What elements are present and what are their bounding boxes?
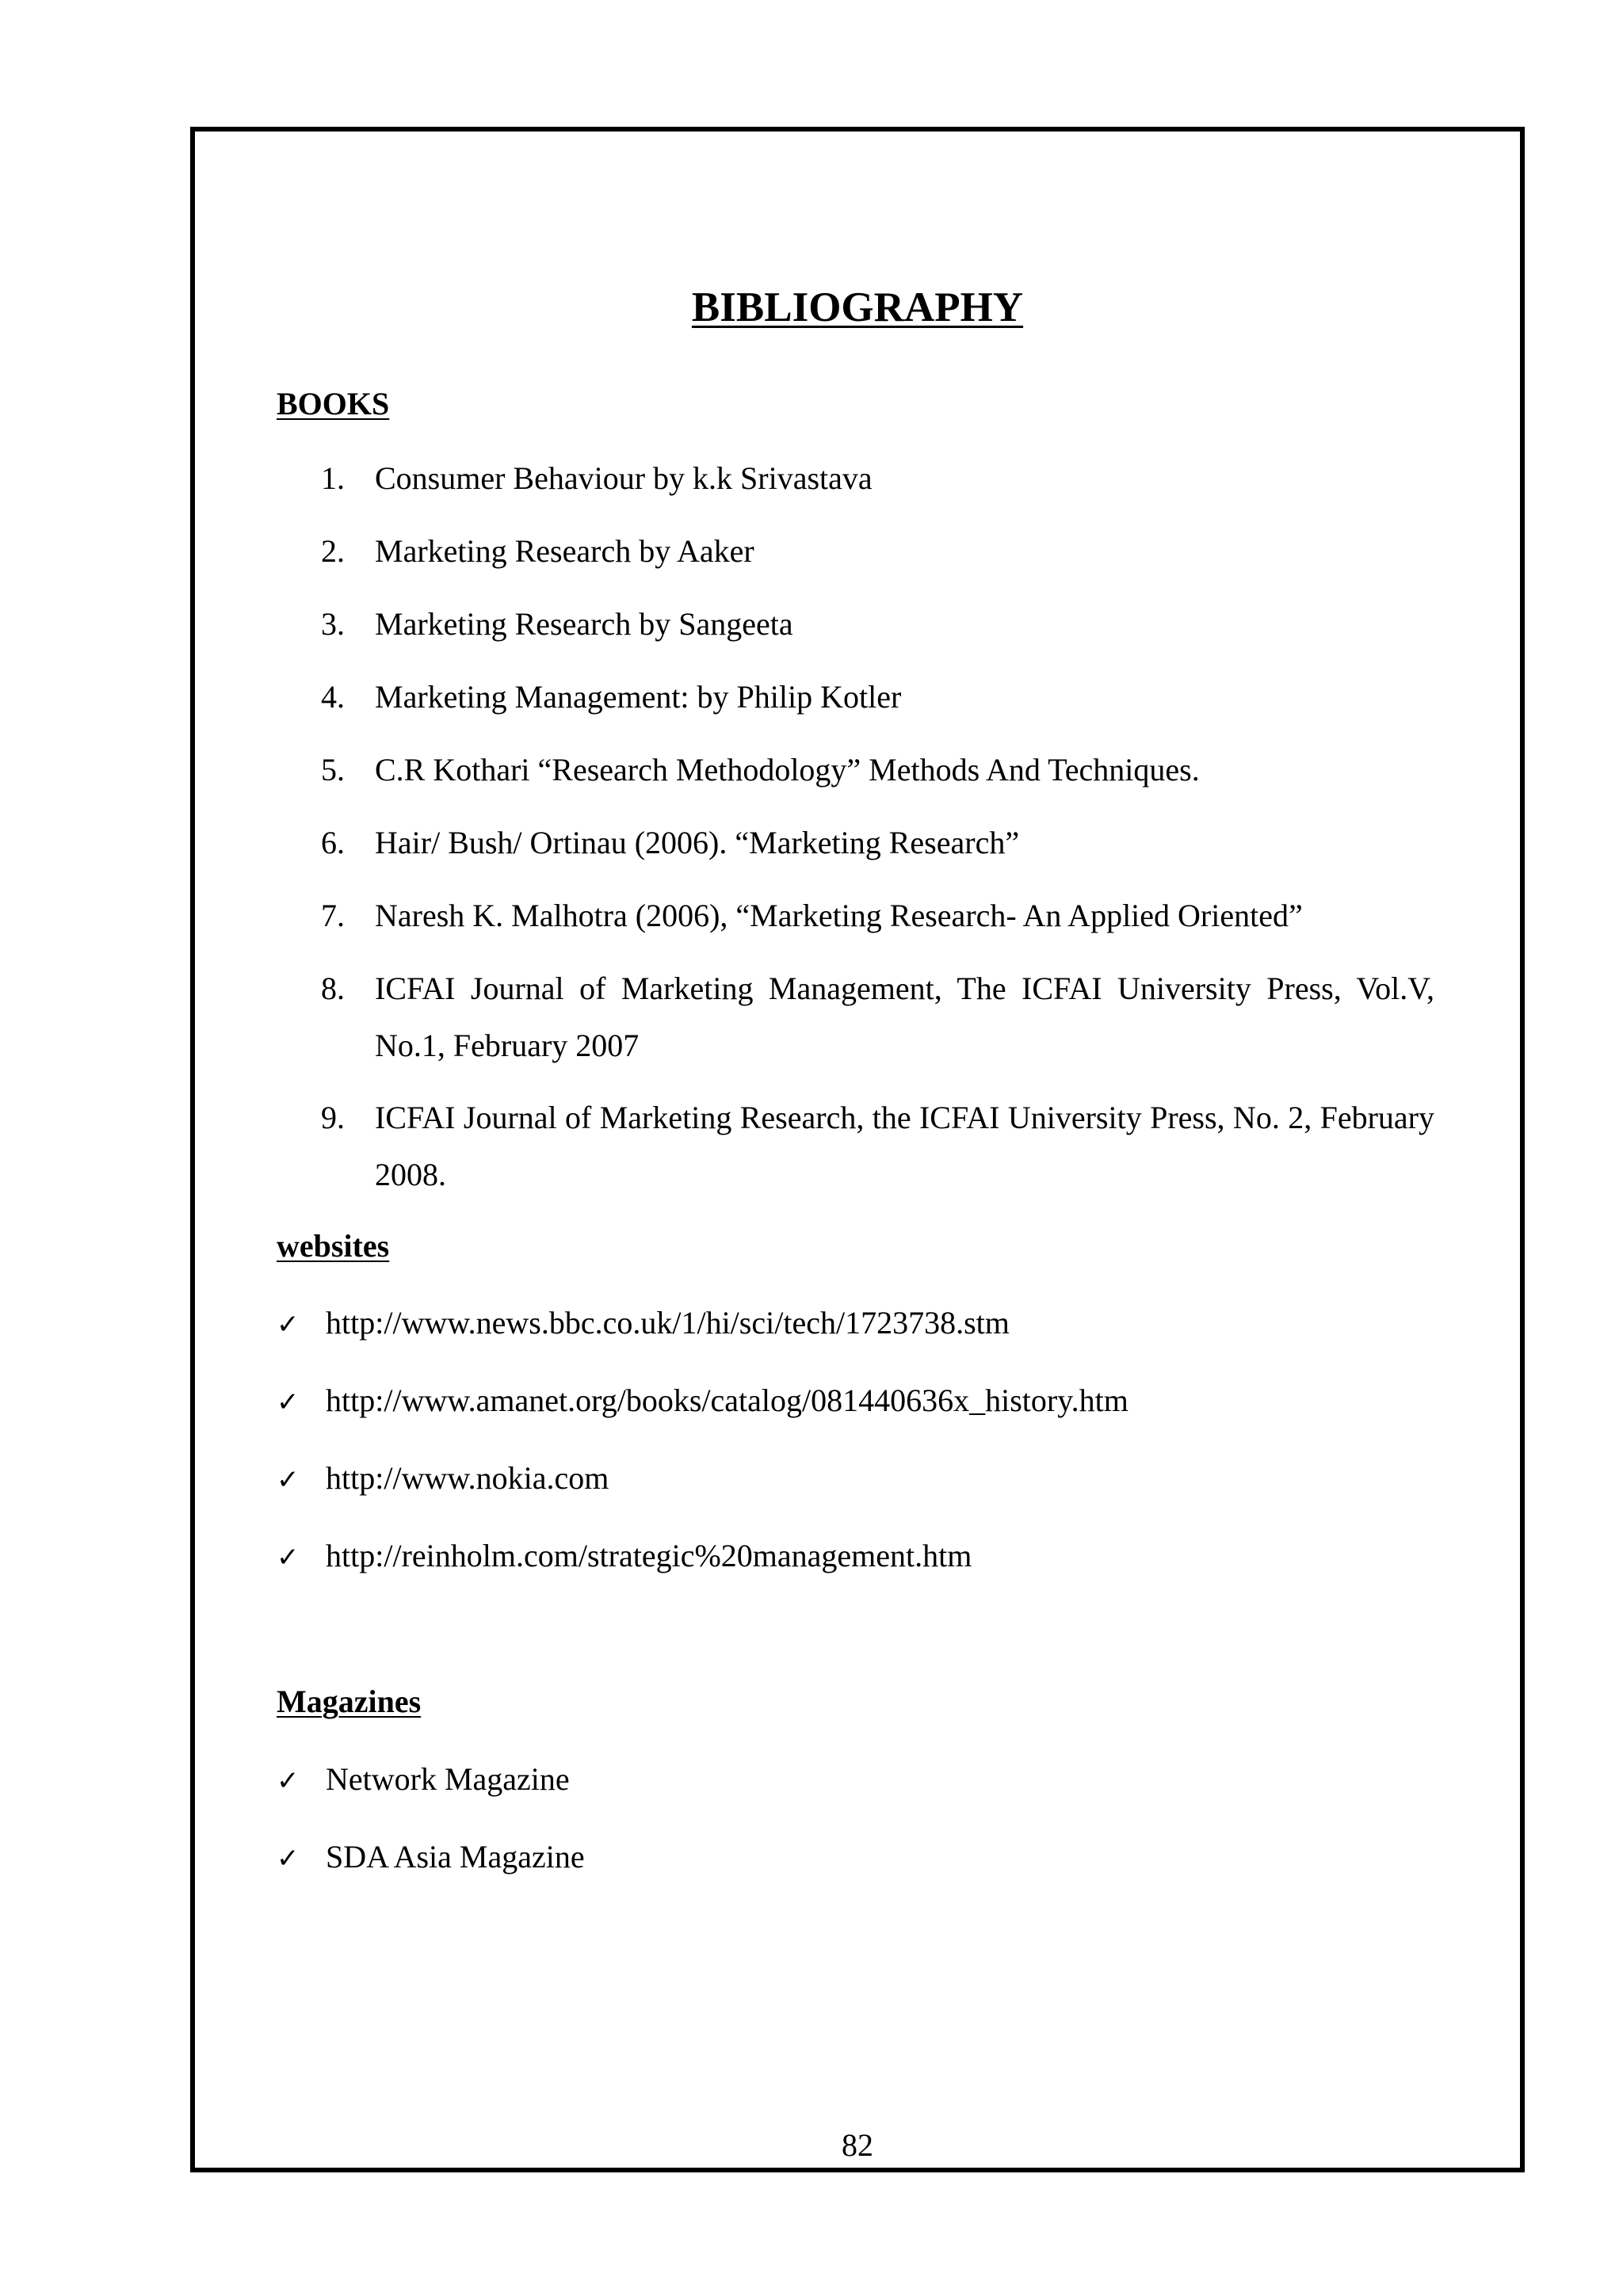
page-number: 82 [842,2127,873,2163]
book-item-1 [321,450,1434,507]
checkmark-icon: ✓ [277,1464,300,1496]
checkmark-icon: ✓ [277,1309,300,1341]
book-number: 6. [321,825,345,860]
book-number: 5. [321,752,345,788]
book-number: 4. [321,679,345,715]
website-item [277,1307,1010,1339]
magazine-item [277,1841,585,1873]
checkmark-icon: ✓ [277,1386,300,1418]
websites-heading: websites [277,1228,390,1264]
book-number: 8. [321,971,345,1006]
book-number: 1. [321,460,345,496]
website-url: http://reinholm.com/strategic%20management.htm [326,1538,972,1573]
book-item-8 [321,960,1434,1074]
book-text: Marketing Management: by Philip Kotler [375,679,902,715]
website-url: http://www.amanet.org/books/catalog/081440636x_history.htm [326,1383,1128,1418]
magazine-item [277,1761,570,1797]
book-item-2 [321,523,1434,580]
website-item [277,1460,609,1496]
book-text: ICFAI Journal of Marketing Research, the ICFAI University Press, No. 2, February 2008. [375,1100,1434,1192]
book-item-6 [321,814,1434,871]
book-text: Consumer Behaviour by k.k Srivastava [375,460,873,496]
book-text: ICFAI Journal of Marketing Management, The ICFAI University Press, Vol.V, No.1, February 2007 [375,971,1434,1063]
page-title: BIBLIOGRAPHY [691,284,1024,330]
book-text: Marketing Research by Aaker [375,533,754,569]
book-item-7 [321,887,1434,944]
website-url: http://www.news.bbc.co.uk/1/hi/sci/tech/1723738.stm [326,1305,1010,1341]
checkmark-icon: ✓ [277,1843,300,1875]
website-item [277,1540,972,1572]
book-item-5 [321,742,1434,799]
website-item [277,1385,1128,1417]
website-url: http://www.nokia.com [326,1460,609,1496]
book-number: 3. [321,606,345,642]
book-text: Hair/ Bush/ Ortinau (2006). “Marketing Research” [375,825,1020,860]
checkmark-icon: ✓ [277,1542,300,1573]
book-item-9 [321,1089,1434,1203]
checkmark-icon: ✓ [277,1765,300,1797]
book-text: C.R Kothari “Research Methodology” Methods And Techniques. [375,752,1200,788]
book-item-4 [321,669,1434,726]
book-text: Naresh K. Malhotra (2006), “Marketing Research- An Applied Oriented” [375,898,1303,933]
book-number: 7. [321,898,345,933]
magazines-heading: Magazines [277,1684,422,1719]
magazine-name: Network Magazine [326,1761,570,1797]
magazine-name: SDA Asia Magazine [326,1839,585,1875]
book-item-3 [321,596,1434,653]
books-heading: BOOKS [277,386,390,421]
book-number: 9. [321,1100,345,1135]
book-number: 2. [321,533,345,569]
book-text: Marketing Research by Sangeeta [375,606,793,642]
